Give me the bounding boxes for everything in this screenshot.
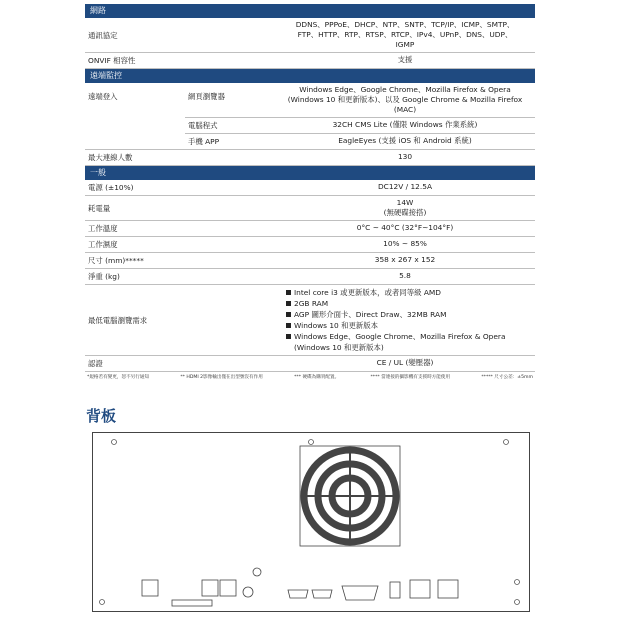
protocol-label: 通訊協定 — [88, 30, 118, 40]
row-humidity — [85, 237, 535, 253]
consumption-line: 14W — [396, 198, 414, 207]
power-value: DC12V / 12.5A — [377, 182, 432, 191]
size-label: 尺寸 (mm)***** — [88, 256, 144, 265]
power-label: 電源 (±10%) — [88, 183, 134, 192]
row-temp — [85, 221, 535, 237]
app-value: EagleEyes (支援 iOS 和 Android 系統) — [338, 136, 472, 145]
onvif-value: 支援 — [397, 55, 413, 64]
pc-label: 電腦程式 — [188, 121, 218, 130]
protocol-line: DDNS、PPPoE、DHCP、NTP、SNTP、TCP/IP、ICMP、SMTP、 — [295, 20, 515, 29]
protocol-line: IGMP — [395, 40, 415, 49]
back-panel-title: 背板 — [86, 407, 117, 425]
footnote: *** 硬碟為購買配置。 — [294, 375, 340, 380]
section-header-network: 網路 — [85, 4, 535, 18]
protocol-line: FTP、HTTP、RTP、RTSP、RTCP、IPv4、UPnP、DNS、UDP、 — [297, 30, 513, 39]
row-app — [185, 134, 535, 149]
row-pc — [185, 118, 535, 134]
browser-value — [275, 83, 535, 117]
row-cert — [85, 356, 535, 372]
consumption-value — [275, 196, 535, 220]
app-label: 手機 APP — [188, 137, 220, 146]
pcreq-item: AGP 圖形介面卡、Direct Draw、32MB RAM — [285, 309, 531, 320]
remote-login-group — [85, 83, 535, 150]
row-protocol — [85, 18, 535, 53]
spec-table — [85, 4, 535, 380]
pcreq-item: Windows 10 和更新版本 — [285, 320, 531, 331]
row-maxusers — [85, 150, 535, 166]
row-browser — [185, 83, 535, 118]
humidity-value: 10% ~ 85% — [383, 239, 427, 248]
footnotes — [85, 372, 535, 380]
pcreq-list — [285, 287, 531, 353]
remote-login-label: 遠端登入 — [88, 92, 118, 101]
section-header-remote: 遠端監控 — [85, 69, 535, 83]
maxusers-label: 最大連線人數 — [88, 153, 133, 162]
weight-value: 5.8 — [399, 271, 411, 280]
footnote: ***** 尺寸公差：±5mm — [481, 375, 533, 380]
cert-label: 認證 — [88, 359, 103, 368]
temp-label: 工作溫度 — [88, 224, 118, 233]
temp-value: 0°C ~ 40°C (32°F~104°F) — [356, 223, 454, 232]
weight-label: 淨重 (kg) — [88, 272, 120, 281]
maxusers-value: 130 — [397, 152, 413, 161]
protocol-value — [275, 18, 535, 52]
footnote: **** 當連接的攝影機有支援時方能使用 — [370, 375, 451, 380]
pc-value: 32CH CMS Lite (僅限 Windows 作業系統) — [332, 120, 478, 129]
remote-login-sub — [185, 83, 535, 149]
humidity-label: 工作濕度 — [88, 240, 118, 249]
browser-line: Windows Edge、Google Chrome、Mozilla Firefox & Opera — [299, 85, 511, 94]
consumption-line: (無硬碟接搭) — [383, 208, 427, 217]
fan-grille-icon — [300, 446, 400, 546]
footnote: *規格若有變更，恕不另行通知 — [87, 375, 150, 380]
pcreq-item-cont: (Windows 10 和更新版本) — [294, 343, 384, 352]
row-onvif — [85, 53, 535, 69]
row-weight — [85, 269, 535, 285]
row-size — [85, 253, 535, 269]
section-header-general: 一般 — [85, 166, 535, 180]
row-pcreq — [85, 285, 535, 356]
footnote: ** HDMI 2影像輸出僅在出型號沒有作用 — [180, 375, 263, 380]
browser-line: (Windows 10 和更新版本)、以及 Google Chrome & Mozilla Firefox — [287, 95, 523, 104]
browser-line: (MAC) — [393, 105, 417, 114]
back-panel-drawing — [92, 432, 530, 612]
pcreq-item: Intel core i3 或更新版本，或者同等級 AMD — [285, 287, 531, 298]
onvif-label: ONVIF 相容性 — [88, 56, 136, 65]
cert-value: CE / UL (變壓器) — [376, 358, 434, 367]
browser-label: 網頁瀏覽器 — [188, 92, 225, 101]
consumption-label: 耗電量 — [88, 203, 111, 213]
size-value: 358 x 267 x 152 — [374, 255, 436, 264]
pcreq-value — [275, 285, 535, 355]
pcreq-item: Windows Edge、Google Chrome、Mozilla Firefox & Opera — [285, 331, 531, 342]
pcreq-item: 2GB RAM — [285, 298, 531, 309]
row-power — [85, 180, 535, 196]
row-consumption — [85, 196, 535, 221]
pcreq-label: 最低電腦瀏覽需求 — [88, 315, 148, 325]
